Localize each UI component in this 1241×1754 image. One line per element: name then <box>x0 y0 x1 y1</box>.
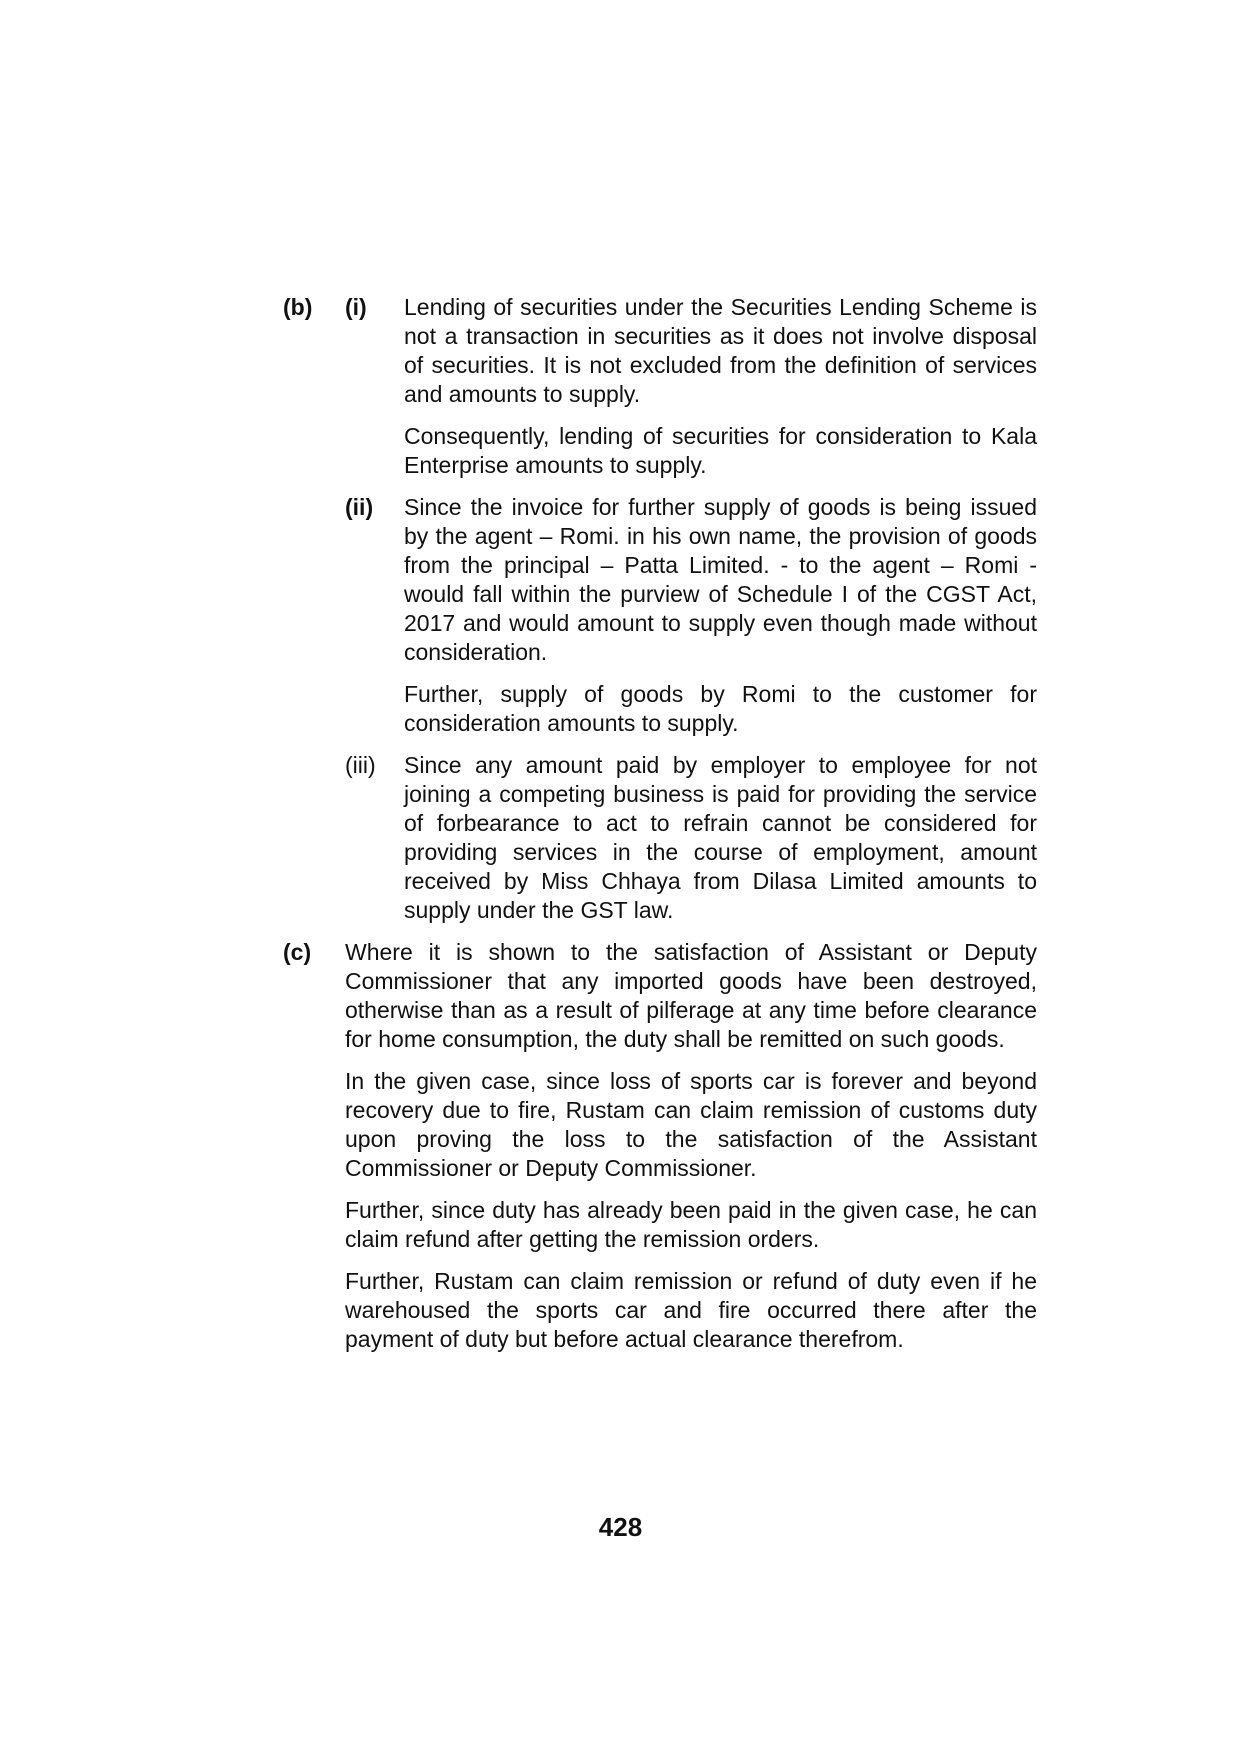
item-iii-body <box>404 751 1037 938</box>
paragraph: Consequently, lending of securities for consideration to Kala Enterprise amounts to supply. <box>404 423 1037 478</box>
item-i <box>345 293 1037 493</box>
section-c-label: (c) <box>283 939 312 965</box>
paragraph: Since any amount paid by employer to employee for not joining a competing business is paid for providing the service of forbearance to act to refrain cannot be considered for providing services in the course of employment, amount received by Miss Chhaya from Dilasa Limited amounts to supply under the GST law. <box>404 752 1037 923</box>
paragraph: Lending of securities under the Securities Lending Scheme is not a transaction in securities as it does not involve disposal of securities. It is not excluded from the definition of services and amounts to supply. <box>404 294 1037 407</box>
item-ii-body <box>404 493 1037 751</box>
item-i-label: (i) <box>345 294 367 320</box>
paragraph: Since the invoice for further supply of goods is being issued by the agent – Romi. in his own name, the provision of goods from the principal – Patta Limited. - to the agent – Romi - would fall within the purview of Schedule I of the CGST Act, 2017 and would amount to supply even though made without consideration. <box>404 494 1037 665</box>
item-iii <box>345 751 1037 938</box>
section-b-label: (b) <box>283 294 313 320</box>
section-b-body <box>345 293 1037 938</box>
item-i-body <box>404 293 1037 493</box>
paragraph: Where it is shown to the satisfaction of Assistant or Deputy Commissioner that any imported goods have been destroyed, otherwise than as a result of pilferage at any time before clearance for home consumption, the duty shall be remitted on such goods. <box>345 939 1037 1052</box>
page-number: 428 <box>598 1512 643 1542</box>
page-content <box>283 293 1037 1367</box>
item-iii-label: (iii) <box>345 752 376 778</box>
section-b <box>283 293 1037 938</box>
paragraph: In the given case, since loss of sports car is forever and beyond recovery due to fire, Rustam can claim remission of customs duty upon proving the loss to the satisfaction of the Assistant Commissioner or Deputy Commissioner. <box>345 1068 1037 1181</box>
section-c <box>283 938 1037 1367</box>
paragraph: Further, supply of goods by Romi to the customer for consideration amounts to supply. <box>404 681 1037 736</box>
section-c-body <box>345 938 1037 1367</box>
paragraph: Further, Rustam can claim remission or refund of duty even if he warehoused the sports car and fire occurred there after the payment of duty but before actual clearance therefrom. <box>345 1268 1037 1352</box>
item-ii-label: (ii) <box>345 494 374 520</box>
item-ii <box>345 493 1037 751</box>
paragraph: Further, since duty has already been paid in the given case, he can claim refund after getting the remission orders. <box>345 1197 1037 1252</box>
